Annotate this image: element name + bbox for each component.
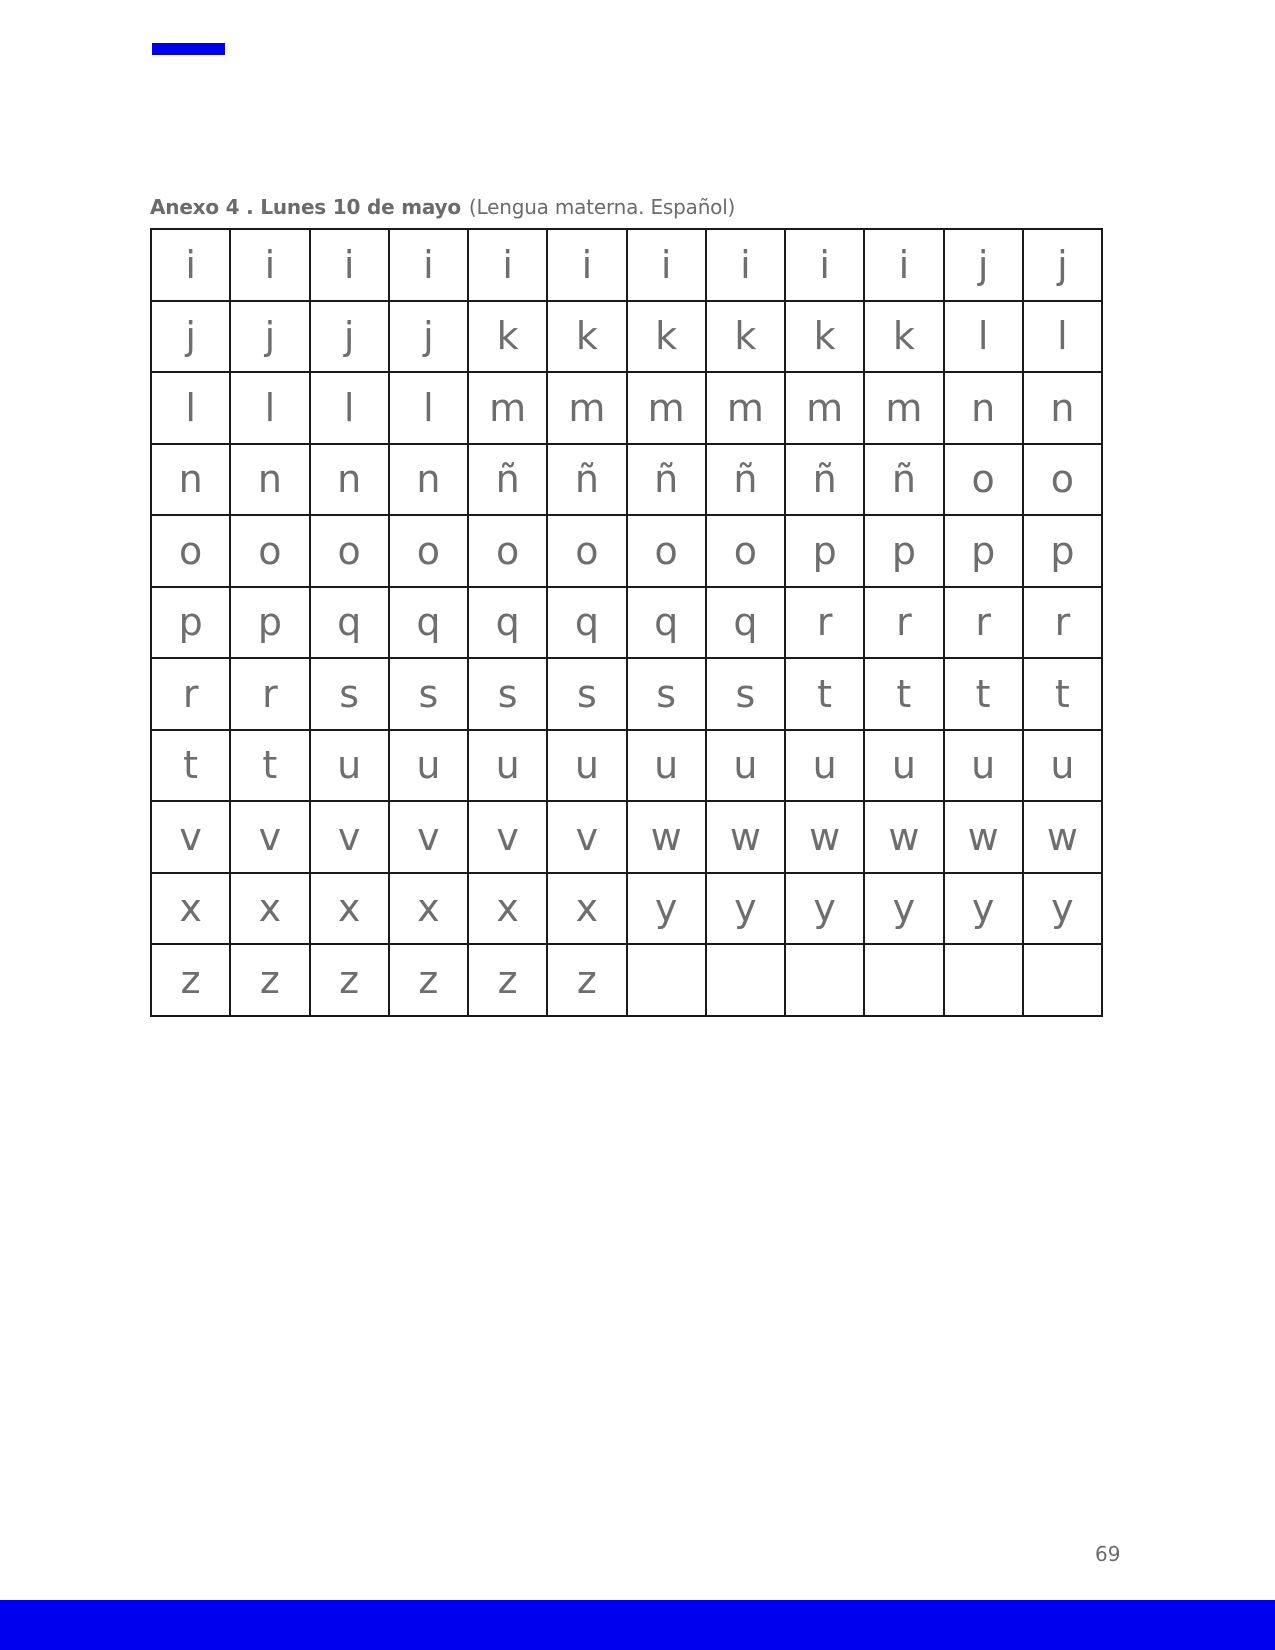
letter-cell: i xyxy=(706,229,785,301)
letter-cell: r xyxy=(1023,587,1102,659)
letter-cell: u xyxy=(706,730,785,802)
letter-cell: q xyxy=(389,587,468,659)
letter-cell: j xyxy=(389,301,468,373)
letter-cell: r xyxy=(230,658,309,730)
letter-cell: y xyxy=(1023,873,1102,945)
letter-cell: y xyxy=(627,873,706,945)
letter-cell: v xyxy=(468,801,547,873)
grid-row xyxy=(151,515,1102,587)
letter-cell: o xyxy=(1023,444,1102,516)
letter-cell: j xyxy=(944,229,1023,301)
letter-cell: m xyxy=(627,372,706,444)
letter-cell: x xyxy=(468,873,547,945)
letter-cell: s xyxy=(310,658,389,730)
letter-cell: q xyxy=(706,587,785,659)
letter-cell: i xyxy=(627,229,706,301)
letter-cell: u xyxy=(468,730,547,802)
letter-grid xyxy=(150,228,1103,1017)
letter-cell: i xyxy=(785,229,864,301)
letter-cell: q xyxy=(310,587,389,659)
letter-cell: y xyxy=(706,873,785,945)
letter-cell: y xyxy=(944,873,1023,945)
letter-cell: v xyxy=(389,801,468,873)
letter-cell: n xyxy=(230,444,309,516)
letter-cell: u xyxy=(944,730,1023,802)
letter-cell: u xyxy=(864,730,943,802)
letter-cell xyxy=(706,944,785,1016)
grid-row xyxy=(151,301,1102,373)
letter-cell: z xyxy=(310,944,389,1016)
bottom-bar xyxy=(0,1600,1275,1650)
letter-cell: v xyxy=(310,801,389,873)
letter-cell: i xyxy=(310,229,389,301)
letter-cell: o xyxy=(230,515,309,587)
letter-grid-body xyxy=(151,229,1102,1016)
letter-cell: j xyxy=(310,301,389,373)
letter-cell: u xyxy=(1023,730,1102,802)
grid-row xyxy=(151,587,1102,659)
letter-cell: n xyxy=(310,444,389,516)
letter-cell: l xyxy=(230,372,309,444)
letter-cell: ñ xyxy=(864,444,943,516)
letter-cell: o xyxy=(706,515,785,587)
letter-cell: o xyxy=(627,515,706,587)
letter-cell: p xyxy=(785,515,864,587)
letter-cell: i xyxy=(468,229,547,301)
letter-cell: o xyxy=(944,444,1023,516)
letter-cell: i xyxy=(389,229,468,301)
letter-cell: k xyxy=(864,301,943,373)
letter-cell: y xyxy=(785,873,864,945)
letter-cell: i xyxy=(230,229,309,301)
letter-cell: s xyxy=(706,658,785,730)
letter-cell: x xyxy=(547,873,626,945)
letter-cell: t xyxy=(785,658,864,730)
letter-cell: z xyxy=(151,944,230,1016)
letter-cell: j xyxy=(230,301,309,373)
letter-cell: l xyxy=(389,372,468,444)
letter-cell: z xyxy=(389,944,468,1016)
letter-cell: i xyxy=(151,229,230,301)
letter-cell: w xyxy=(785,801,864,873)
grid-row xyxy=(151,658,1102,730)
letter-cell: x xyxy=(389,873,468,945)
letter-cell: s xyxy=(547,658,626,730)
letter-cell: x xyxy=(230,873,309,945)
page-number: 69 xyxy=(1095,1542,1121,1566)
grid-row xyxy=(151,873,1102,945)
letter-cell: q xyxy=(468,587,547,659)
grid-row xyxy=(151,944,1102,1016)
letter-cell: j xyxy=(1023,229,1102,301)
letter-cell: q xyxy=(627,587,706,659)
letter-cell: v xyxy=(151,801,230,873)
letter-cell: m xyxy=(468,372,547,444)
letter-cell: n xyxy=(944,372,1023,444)
annex-caption xyxy=(150,195,735,219)
letter-cell: x xyxy=(151,873,230,945)
letter-cell: t xyxy=(1023,658,1102,730)
letter-cell: n xyxy=(389,444,468,516)
letter-cell: o xyxy=(310,515,389,587)
letter-cell: m xyxy=(864,372,943,444)
letter-cell: k xyxy=(627,301,706,373)
letter-cell: p xyxy=(151,587,230,659)
letter-cell: z xyxy=(468,944,547,1016)
letter-cell: j xyxy=(151,301,230,373)
letter-cell: n xyxy=(1023,372,1102,444)
letter-cell: o xyxy=(468,515,547,587)
letter-cell: ñ xyxy=(547,444,626,516)
letter-cell: m xyxy=(785,372,864,444)
top-accent-bar xyxy=(152,43,225,55)
grid-row xyxy=(151,730,1102,802)
letter-cell: k xyxy=(547,301,626,373)
letter-cell: w xyxy=(864,801,943,873)
letter-cell: r xyxy=(944,587,1023,659)
letter-cell: s xyxy=(468,658,547,730)
letter-cell: ñ xyxy=(785,444,864,516)
grid-row xyxy=(151,801,1102,873)
letter-cell: w xyxy=(706,801,785,873)
letter-cell: p xyxy=(230,587,309,659)
letter-cell: v xyxy=(230,801,309,873)
letter-cell: k xyxy=(785,301,864,373)
annex-caption-title: Anexo 4 . Lunes 10 de mayo xyxy=(150,195,461,219)
letter-cell: ñ xyxy=(468,444,547,516)
letter-cell: u xyxy=(627,730,706,802)
letter-cell: ñ xyxy=(627,444,706,516)
letter-cell: s xyxy=(627,658,706,730)
letter-cell: p xyxy=(864,515,943,587)
letter-cell: r xyxy=(151,658,230,730)
letter-cell: l xyxy=(310,372,389,444)
letter-cell: z xyxy=(230,944,309,1016)
letter-cell: ñ xyxy=(706,444,785,516)
letter-cell xyxy=(864,944,943,1016)
letter-cell: k xyxy=(706,301,785,373)
letter-cell: u xyxy=(389,730,468,802)
letter-cell: r xyxy=(864,587,943,659)
letter-cell: p xyxy=(1023,515,1102,587)
letter-cell: u xyxy=(310,730,389,802)
letter-cell xyxy=(785,944,864,1016)
letter-cell: w xyxy=(1023,801,1102,873)
letter-cell: q xyxy=(547,587,626,659)
grid-row xyxy=(151,372,1102,444)
letter-cell: u xyxy=(785,730,864,802)
letter-cell: u xyxy=(547,730,626,802)
letter-cell: t xyxy=(864,658,943,730)
letter-cell: t xyxy=(230,730,309,802)
letter-cell xyxy=(627,944,706,1016)
letter-cell: l xyxy=(944,301,1023,373)
annex-caption-subject: (Lengua materna. Español) xyxy=(468,195,736,219)
letter-cell xyxy=(944,944,1023,1016)
grid-row xyxy=(151,444,1102,516)
letter-cell: y xyxy=(864,873,943,945)
letter-cell: s xyxy=(389,658,468,730)
letter-cell: i xyxy=(547,229,626,301)
letter-cell: m xyxy=(547,372,626,444)
letter-cell: p xyxy=(944,515,1023,587)
letter-cell: t xyxy=(151,730,230,802)
letter-cell: o xyxy=(547,515,626,587)
letter-cell: o xyxy=(151,515,230,587)
letter-cell: m xyxy=(706,372,785,444)
letter-cell: w xyxy=(627,801,706,873)
letter-cell: i xyxy=(864,229,943,301)
letter-cell: l xyxy=(151,372,230,444)
letter-cell: n xyxy=(151,444,230,516)
letter-cell: t xyxy=(944,658,1023,730)
letter-cell: w xyxy=(944,801,1023,873)
letter-cell: l xyxy=(1023,301,1102,373)
letter-cell: k xyxy=(468,301,547,373)
letter-cell xyxy=(1023,944,1102,1016)
letter-cell: r xyxy=(785,587,864,659)
letter-cell: z xyxy=(547,944,626,1016)
letter-cell: x xyxy=(310,873,389,945)
grid-row xyxy=(151,229,1102,301)
letter-cell: o xyxy=(389,515,468,587)
letter-cell: v xyxy=(547,801,626,873)
